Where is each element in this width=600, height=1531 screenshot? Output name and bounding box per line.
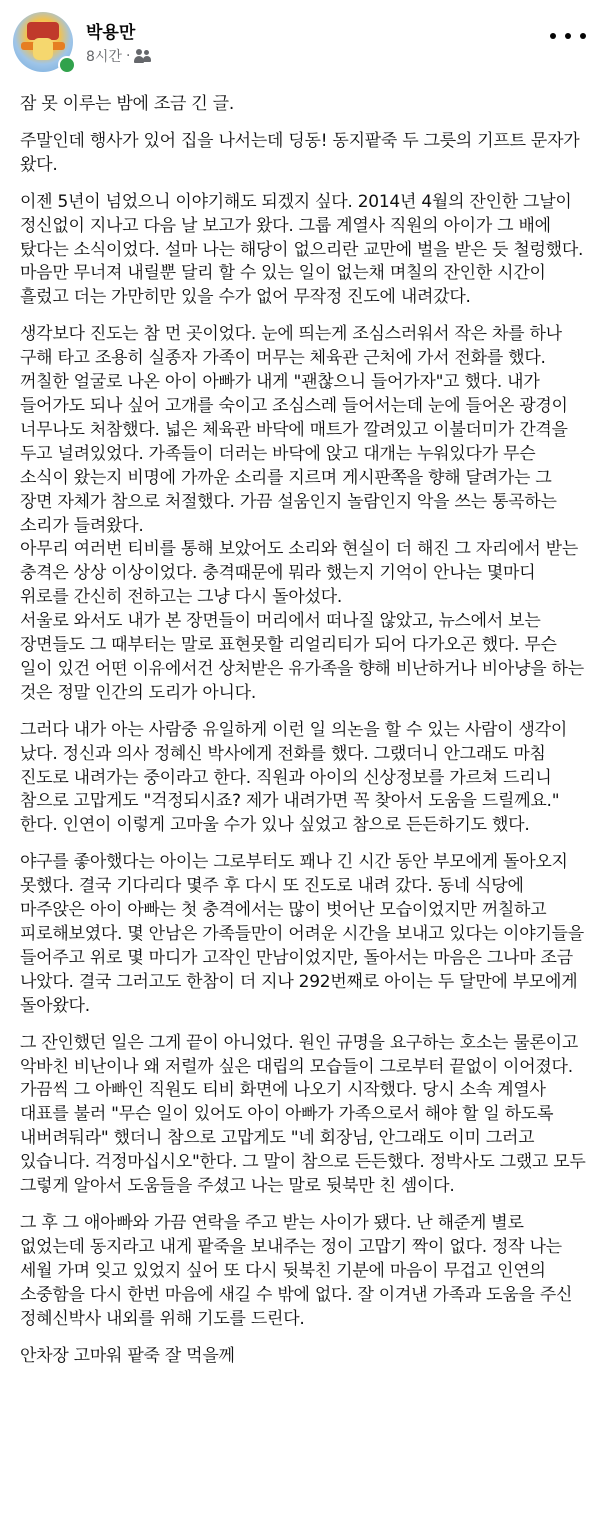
post-body bbox=[20, 93, 588, 1381]
post-paragraph: 이젠 5년이 넘었으니 이야기해도 되겠지 싶다. 2014년 4월의 잔인한 그날이 정신없이 지나고 다음 날 보고가 왔다. 그룹 계열사 직원의 아이가 그 배에 탔다는 소식이었다. 설마 나는 해당이 없으리란 교만에 벌을 받은 듯 철렁했다. 마음만 무너져 내릴뿐 달리 할 수 있는 일이 없는채 며칠의 잔인한 시간이 흘렀고 더는 가만히만 있을 수가 없어 무작정 진도에 내려갔다. bbox=[20, 191, 584, 308]
more-horizontal-icon bbox=[565, 33, 571, 39]
post-paragraph: 안차장 고마워 팥죽 잘 먹을께 bbox=[20, 1345, 235, 1366]
post-paragraph: 그 잔인했던 일은 그게 끝이 아니었다. 원인 규명을 요구하는 호소는 물론이고 악바친 비난이나 왜 저럴까 싶은 대립의 모습들이 그로부터 끝없이 이어졌다. 가끔씩 그 아빠인 직원도 티비 화면에 나오기 시작했다. 당시 소속 계열사 대표를 불러 "무슨 일이 있어도 아이 아빠가 가족으로서 해야 할 일 하도록 내버려둬라" 했더니 참으로 고맙게도 "네 회장님, 안그래도 이미 그러고 있습니다. 걱정마십시오"한다. 그 말이 참으로 든든했다. 정박사도 그랬고 모두 그렇게 알아서 도움들을 주셨고 나는 말로 뒷북만 친 셈이다. bbox=[20, 1032, 586, 1197]
post-paragraph: 야구를 좋아했다는 아이는 그로부터도 꽤나 긴 시간 동안 부모에게 돌아오지 못했다. 결국 기다리다 몇주 후 다시 또 진도로 내려 갔다. 동네 식당에 마주앉은 아이 아빠는 첫 충격에서는 많이 벗어난 모습이었지만 꺼칠하고 피로해보였다. 몇 안남은 가족들만이 어려운 시간을 보내고 있다는 이야기들을 들어주고 위로 몇 마디가 고작인 만남이었지만, 돌아서는 마음은 그나마 조금 나았다. 결국 그러고도 한참이 더 지나 292번째로 아이는 두 달만에 부모에게 돌아왔다. bbox=[20, 852, 584, 1016]
more-options-button[interactable] bbox=[550, 26, 586, 46]
post-timestamp[interactable]: 8시간 bbox=[86, 49, 122, 65]
meta-separator: · bbox=[125, 48, 131, 64]
post-paragraph: 그 후 그 애아빠와 가끔 연락을 주고 받는 사이가 됐다. 난 해준게 별로 없었는데 동지라고 내게 팥죽을 보내주는 정이 고맙기 짝이 없다. 정작 나는 세월 가며 잊고 있었지 싶어 또 다시 뒷북친 기분에 마음이 무겁고 인연의 소중함을 다시 한번 마음에 새길 수 밖에 없다. 잘 이겨낸 가족과 도움을 주신 정혜신박사 내외를 위해 기도를 드린다. bbox=[20, 1212, 573, 1329]
more-horizontal-icon bbox=[550, 33, 556, 39]
post-header bbox=[0, 0, 600, 84]
post-paragraph: 생각보다 진도는 참 먼 곳이었다. 눈에 띄는게 조심스러워서 작은 차를 하나 구해 타고 조용히 실종자 가족이 머무는 체육관 근처에 가서 전화를 했다. 꺼칠한 얼굴로 나온 아이 아빠가 내게 "괜찮으니 들어가자"고 했다. 내가 들어가도 되나 싶어 고개를 숙이고 조심스레 들어서는데 눈에 들어온 광경이 너무나도 처참했다. 넓은 체육관 바닥에 매트가 깔려있고 이불더미가 간격을 두고 널려있었다. 가족들이 더러는 바닥에 앉고 대개는 누워있다가 무슨 소식이 왔는지 비명에 가까운 소리를 지르며 게시판쪽을 향해 달려가는 그 장면 자체가 참으로 처절했다. 가끔 설움인지 놀람인지 악을 쓰는 통곡하는 소리가 들려왔다. bbox=[20, 324, 568, 536]
post-paragraph: 그러다 내가 아는 사람중 유일하게 이런 일 의논을 할 수 있는 사람이 생각이 났다. 정신과 의사 정혜신 박사에게 전화를 했다. 그랬더니 안그래도 마침 진도로 내려가는 중이라고 한다. 직원과 아이의 신상정보를 가르쳐 드리니 참으로 고맙게도 "걱정되시죠? 제가 내려가면 꼭 찾아서 도움을 드릴께요." 한다. 인연이 이렇게 고마울 수가 있나 싶었고 참으로 든든하기도 했다. bbox=[20, 719, 568, 836]
friends-icon[interactable] bbox=[134, 49, 152, 63]
avatar-art bbox=[33, 38, 53, 60]
more-horizontal-icon bbox=[580, 33, 586, 39]
post-meta bbox=[86, 46, 152, 66]
online-status-icon bbox=[58, 56, 76, 74]
author-name[interactable]: 박용만 bbox=[86, 23, 136, 43]
post-paragraph: 서울로 와서도 내가 본 장면들이 머리에서 떠나질 않았고, 뉴스에서 보는 장면들도 그 때부터는 말로 표현못할 리얼리티가 되어 다가오곤 했다. 무슨 일이 있건 어떤 이유에서건 상처받은 유가족을 향해 비난하거나 비아냥을 하는 것은 정말 인간의 도리가 아니다. bbox=[20, 611, 584, 703]
post-paragraph: 아무리 여러번 티비를 통해 보았어도 소리와 현실이 더 해진 그 자리에서 받는 충격은 상상 이상이었다. 충격때문에 뭐라 했는지 기억이 안나는 몇마디 위로를 간신히 전하고는 그냥 다시 돌아섰다. bbox=[20, 539, 579, 608]
post-paragraph: 잠 못 이루는 밤에 조금 긴 글. bbox=[20, 94, 234, 114]
post-paragraph: 주말인데 행사가 있어 집을 나서는데 딩동! 동지팥죽 두 그릇의 기프트 문자가 왔다. bbox=[20, 130, 580, 175]
